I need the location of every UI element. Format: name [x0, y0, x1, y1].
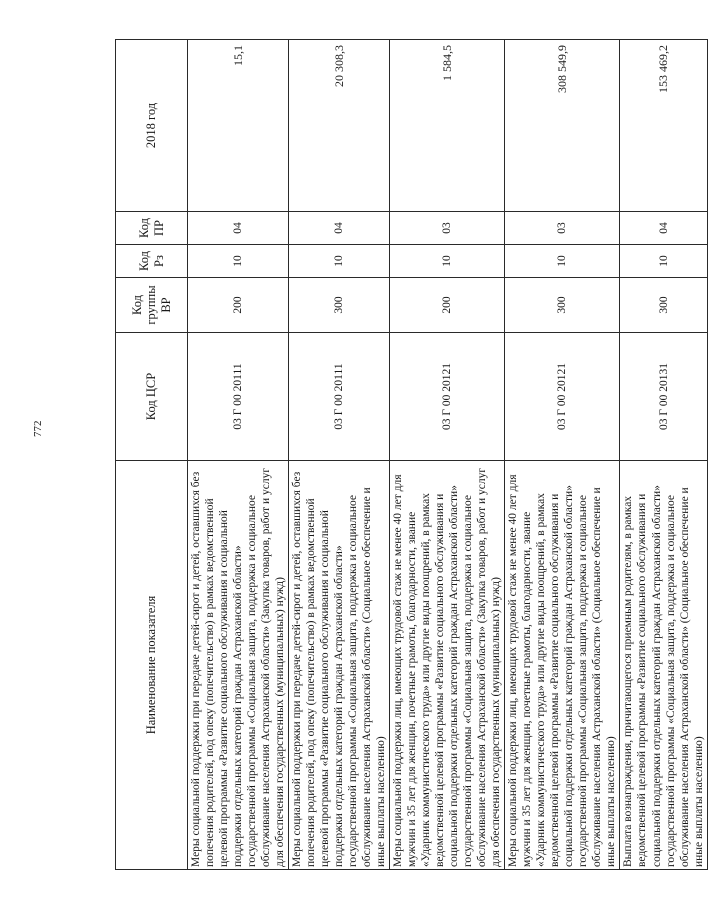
row-name: Меры социальной поддержки при передаче детей-сирот и детей, оставшихся без попечения родителей, под опеку (попечительство) в рамках ведомственной целевой программы «Развитие социального обслуживания и социальной поддержки отдельных категорий граждан Астраханской области» государственной программы «Социальная защита, поддержка и социальное обслуживание населения Астраханской области» (Закупка товаров, работ и услуг для обеспечения государственных (муниципальных) нужд): [188, 461, 289, 870]
row-pr: 03: [390, 212, 505, 245]
row-kcsr: 03 Г 00 20111: [188, 333, 289, 461]
row-kcsr: 03 Г 00 20131: [620, 333, 707, 461]
row-rz: 10: [620, 245, 707, 278]
row-amount-2018: 308 549,9: [505, 40, 620, 212]
table-row: [620, 40, 707, 870]
row-rz: 10: [289, 245, 390, 278]
column-header-rz: Код Рз: [116, 245, 188, 278]
row-name: Выплата вознаграждения, причитающегося приемным родителям, в рамках ведомственной целевой программы «Развитие социального обслуживания и социальной поддержки отдельных категорий граждан Астраханской области» государственной программы «Социальная защита, поддержка и социальное обслуживание населения Астраханской области» (Социальное обеспечение и иные выплаты населению): [620, 461, 707, 870]
rotated-page-content: [115, 40, 705, 870]
row-pr: 04: [289, 212, 390, 245]
row-name: Меры социальной поддержки лиц, имеющих трудовой стаж не менее 40 лет для мужчин и 35 лет для женщин, почетные грамоты, благодарности, звание «Ударник коммунистического труда» или другие виды поощрений, в рамках ведомственной целевой программы «Развитие социального обслуживания и социальной поддержки отдельных категорий граждан Астраханской области» государственной программы «Социальная защита, поддержка и социальное обслуживание населения Астраханской области» (Социальное обеспечение и иные выплаты населению): [505, 461, 620, 870]
column-header-pr: Код ПР: [116, 212, 188, 245]
column-header-2018: 2018 год: [116, 40, 188, 212]
row-rz: 10: [505, 245, 620, 278]
table-row: [505, 40, 620, 870]
table-row: [188, 40, 289, 870]
row-name: Меры социальной поддержки лиц, имеющих трудовой стаж не менее 40 лет для мужчин и 35 лет для женщин, почетные грамоты, благодарности, звание «Ударник коммунистического труда» или другие виды поощрений, в рамках ведомственной целевой программы «Развитие социального обслуживания и социальной поддержки отдельных категорий граждан Астраханской области» государственной программы «Социальная защита, поддержка и социальное обслуживание населения Астраханской области» (Закупка товаров, работ и услуг для обеспечения государственных (муниципальных) нужд): [390, 461, 505, 870]
row-kcsr: 03 Г 00 20121: [505, 333, 620, 461]
table-row: [390, 40, 505, 870]
budget-table: [115, 39, 708, 870]
row-amount-2018: 15,1: [188, 40, 289, 212]
column-header-kcsr: Код ЦСР: [116, 333, 188, 461]
row-pr: 04: [188, 212, 289, 245]
row-rz: 10: [188, 245, 289, 278]
row-kvr: 200: [390, 278, 505, 333]
row-kvr: 300: [620, 278, 707, 333]
row-kcsr: 03 Г 00 20121: [390, 333, 505, 461]
table-header-row: [116, 40, 188, 870]
table-row: [289, 40, 390, 870]
row-amount-2018: 1 584,5: [390, 40, 505, 212]
row-pr: 03: [505, 212, 620, 245]
row-rz: 10: [390, 245, 505, 278]
row-amount-2018: 153 469,2: [620, 40, 707, 212]
row-amount-2018: 20 308,3: [289, 40, 390, 212]
row-name: Меры социальной поддержки при передаче детей-сирот и детей, оставшихся без попечения родителей, под опеку (попечительство) в рамках ведомственной целевой программы «Развитие социального обслуживания и социальной поддержки отдельных категорий граждан Астраханской области» государственной программы «Социальная защита, поддержка и социальное обслуживание населения Астраханской области» (Социальное обеспечение и иные выплаты населению): [289, 461, 390, 870]
row-pr: 04: [620, 212, 707, 245]
page-number: 772: [32, 420, 44, 437]
column-header-name: Наименование показателя: [116, 461, 188, 870]
row-kvr: 300: [505, 278, 620, 333]
row-kvr: 200: [188, 278, 289, 333]
column-header-kvr: Код группы ВР: [116, 278, 188, 333]
row-kcsr: 03 Г 00 20111: [289, 333, 390, 461]
row-kvr: 300: [289, 278, 390, 333]
